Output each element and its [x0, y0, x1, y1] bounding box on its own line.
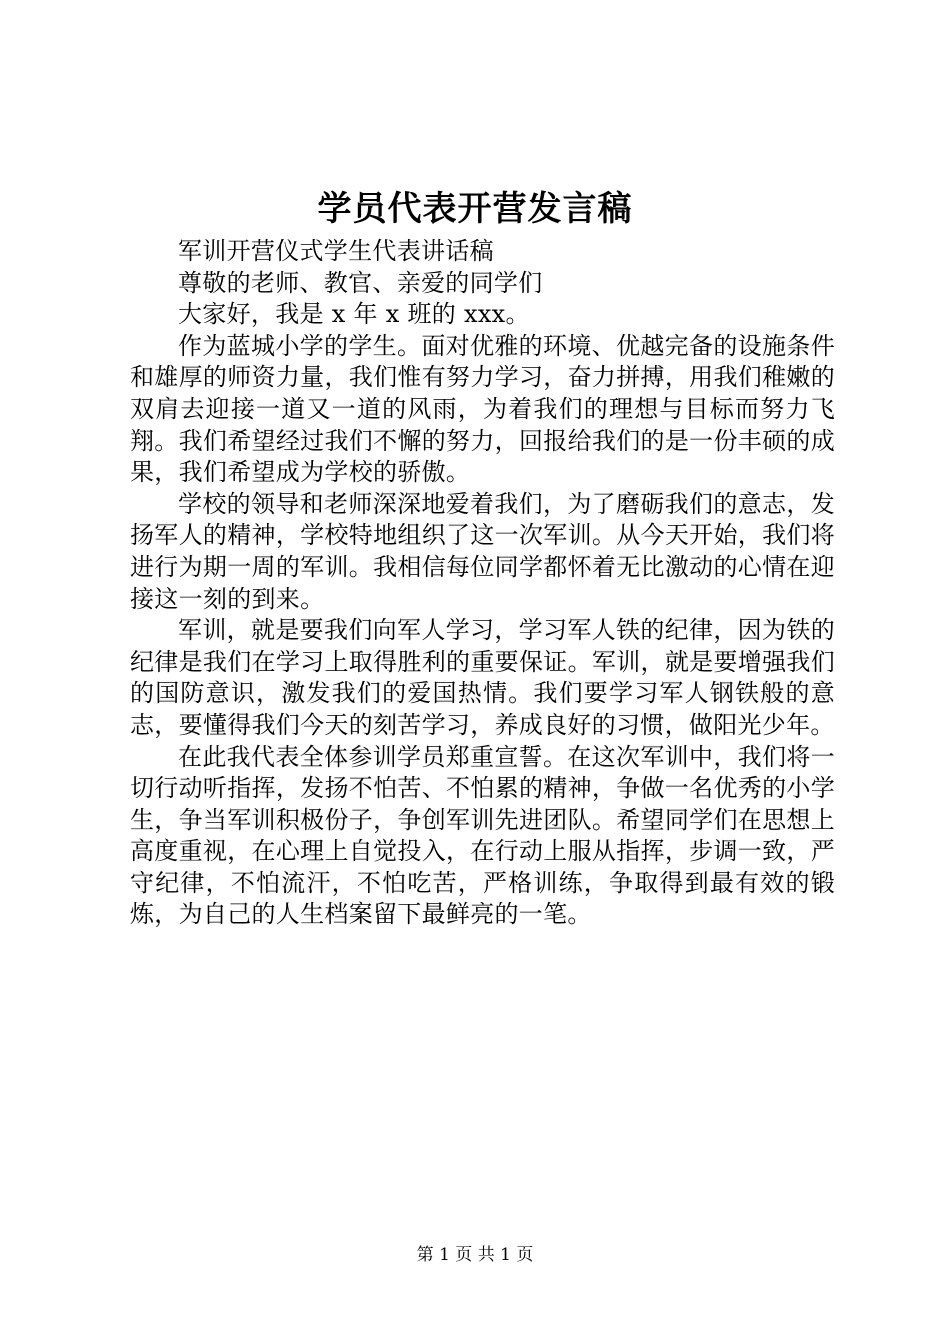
- document-title: 学员代表开营发言稿: [317, 189, 633, 229]
- paragraph: 作为蓝城小学的学生。面对优雅的环境、优越完备的设施条件和雄厚的师资力量，我们惟有努力学习，奋力拼搏，用我们稚嫩的双肩去迎接一道又一道的风雨，为着我们的理想与目标而努力飞翔。我们希望经过我们不懈的努力，回报给我们的是一份丰硕的成果，我们希望成为学校的骄傲。: [130, 331, 835, 487]
- page-number-footer: 第 1 页 共 1 页: [416, 1245, 534, 1265]
- paragraph: 尊敬的老师、教官、亲爱的同学们: [178, 268, 543, 297]
- paragraph: 学校的领导和老师深深地爱着我们，为了磨砺我们的意志，发扬军人的精神，学校特地组织了这一次军训。从今天开始，我们将进行为期一周的军训。我相信每位同学都怀着无比激动的心情在迎接这一刻的到来。: [130, 489, 835, 613]
- paragraph: 大家好，我是 x 年 x 班的 xxx。: [178, 300, 530, 329]
- document-body: [130, 236, 835, 931]
- paragraph: 在此我代表全体参训学员郑重宣誓。在这次军训中，我们将一切行动听指挥，发扬不怕苦、不怕累的精神，争做一名优秀的小学生，争当军训积极份子，争创军训先进团队。希望同学们在思想上高度重视，在心理上自觉投入，在行动上服从指挥，步调一致，严守纪律，不怕流汗，不怕吃苦，严格训练，争取得到最有效的锻炼，为自己的人生档案留下最鲜亮的一笔。: [130, 742, 835, 929]
- paragraph: 军训，就是要我们向军人学习，学习军人铁的纪律，因为铁的纪律是我们在学习上取得胜利的重要保证。军训，就是要增强我们的国防意识，激发我们的爱国热情。我们要学习军人钢铁般的意志，要懂得我们今天的刻苦学习，养成良好的习惯，做阳光少年。: [130, 616, 835, 739]
- paragraph: 军训开营仪式学生代表讲话稿: [178, 237, 494, 265]
